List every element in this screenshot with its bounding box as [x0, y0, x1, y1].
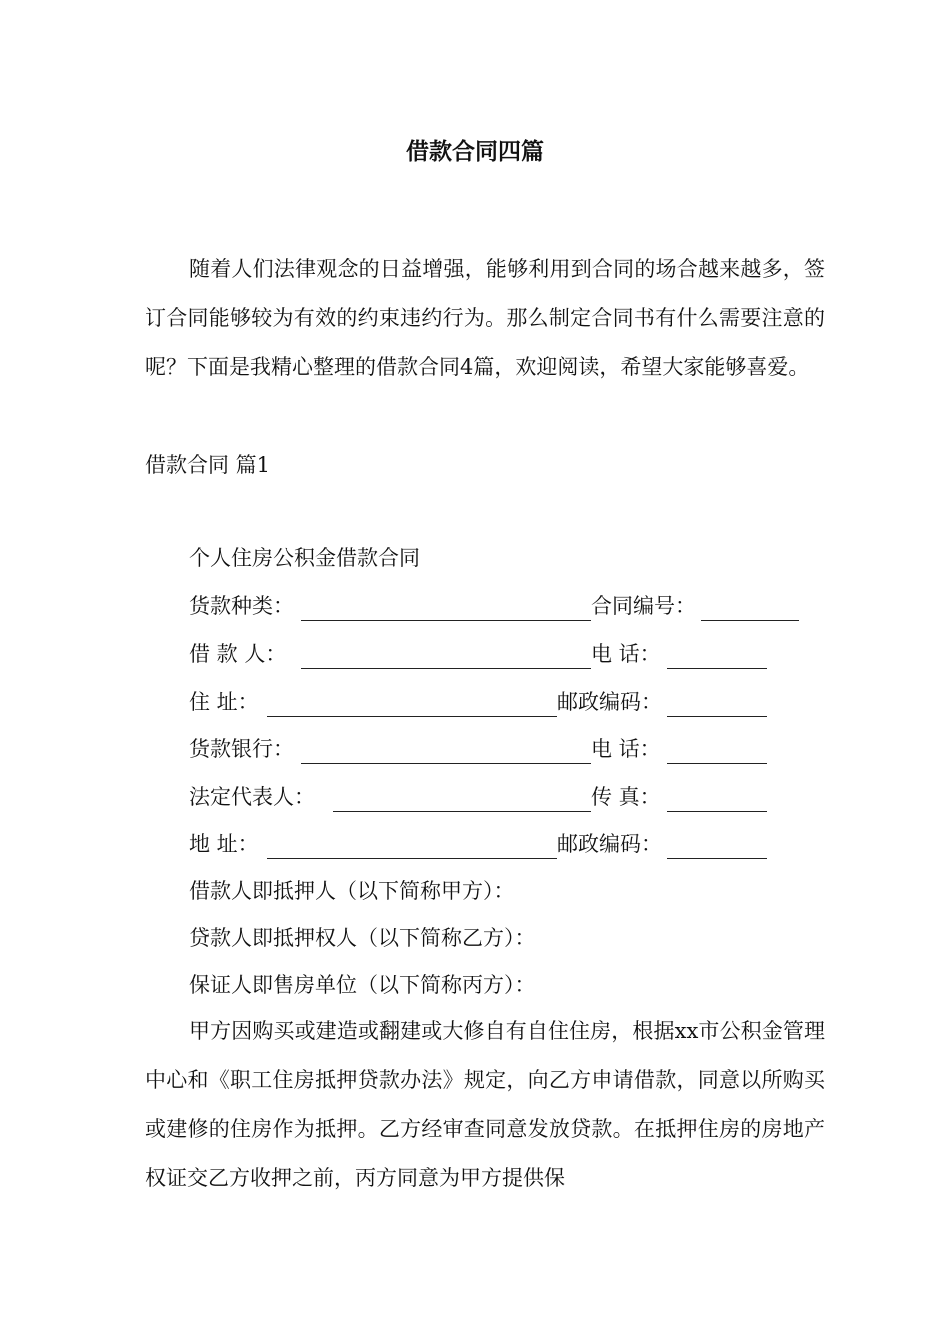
field-blank — [667, 694, 767, 717]
intro-paragraph: 随着人们法律观念的日益增强，能够利用到合同的场合越来越多，签订合同能够较为有效的约束违约行为。那么制定合同书有什么需要注意的呢？下面是我精心整理的借款合同4篇，欢迎阅读，希望大家能够喜爱。 — [145, 257, 825, 379]
field-blank — [301, 741, 591, 764]
party-guarantor: 保证人即售房单位（以下简称丙方）： — [189, 973, 536, 997]
field-label: 货款种类： — [189, 594, 294, 618]
field-blank — [333, 789, 591, 812]
field-label: 借 款 人： — [189, 642, 287, 666]
field-right-label: 邮政编码： — [557, 690, 662, 714]
field-blank — [301, 598, 591, 621]
field-blank — [667, 836, 767, 859]
field-label: 法定代表人： — [189, 785, 315, 809]
body-paragraph: 甲方因购买或建造或翻建或大修自有自住住房，根据xx市公积金管理中心和《职工住房抵押贷款办法》规定，向乙方申请借款，同意以所购买或建修的住房作为抵押。乙方经审查同意发放贷款。在抵押住房的房地产权证交乙方收押之前，丙方同意为甲方提供保 — [145, 1019, 825, 1190]
party-borrower: 借款人即抵押人（以下简称甲方）： — [189, 879, 515, 903]
field-row-loan-type — [189, 591, 799, 621]
field-right-label: 合同编号： — [591, 594, 696, 618]
field-blank — [301, 646, 591, 669]
field-label: 住 址： — [189, 690, 259, 714]
field-label: 货款银行： — [189, 737, 294, 761]
field-row-legal-rep — [189, 782, 767, 812]
field-blank — [667, 789, 767, 812]
section-heading: 借款合同 篇1 — [145, 453, 271, 477]
document-title: 借款合同四篇 — [406, 139, 544, 165]
field-row-borrower — [189, 639, 767, 669]
field-blank — [667, 646, 767, 669]
field-blank — [667, 741, 767, 764]
field-right-label: 电 话： — [591, 737, 661, 761]
contract-title: 个人住房公积金借款合同 — [189, 546, 420, 570]
field-right-label: 传 真： — [591, 785, 661, 809]
field-blank — [701, 598, 799, 621]
field-row-bank — [189, 734, 767, 764]
field-blank — [267, 836, 557, 859]
field-right-label: 邮政编码： — [557, 832, 662, 856]
field-label: 地 址： — [189, 832, 259, 856]
field-blank — [267, 694, 557, 717]
field-row-location — [189, 829, 767, 859]
field-right-label: 电 话： — [591, 642, 661, 666]
field-row-address — [189, 687, 767, 717]
party-lender: 贷款人即抵押权人（以下简称乙方）： — [189, 926, 536, 950]
